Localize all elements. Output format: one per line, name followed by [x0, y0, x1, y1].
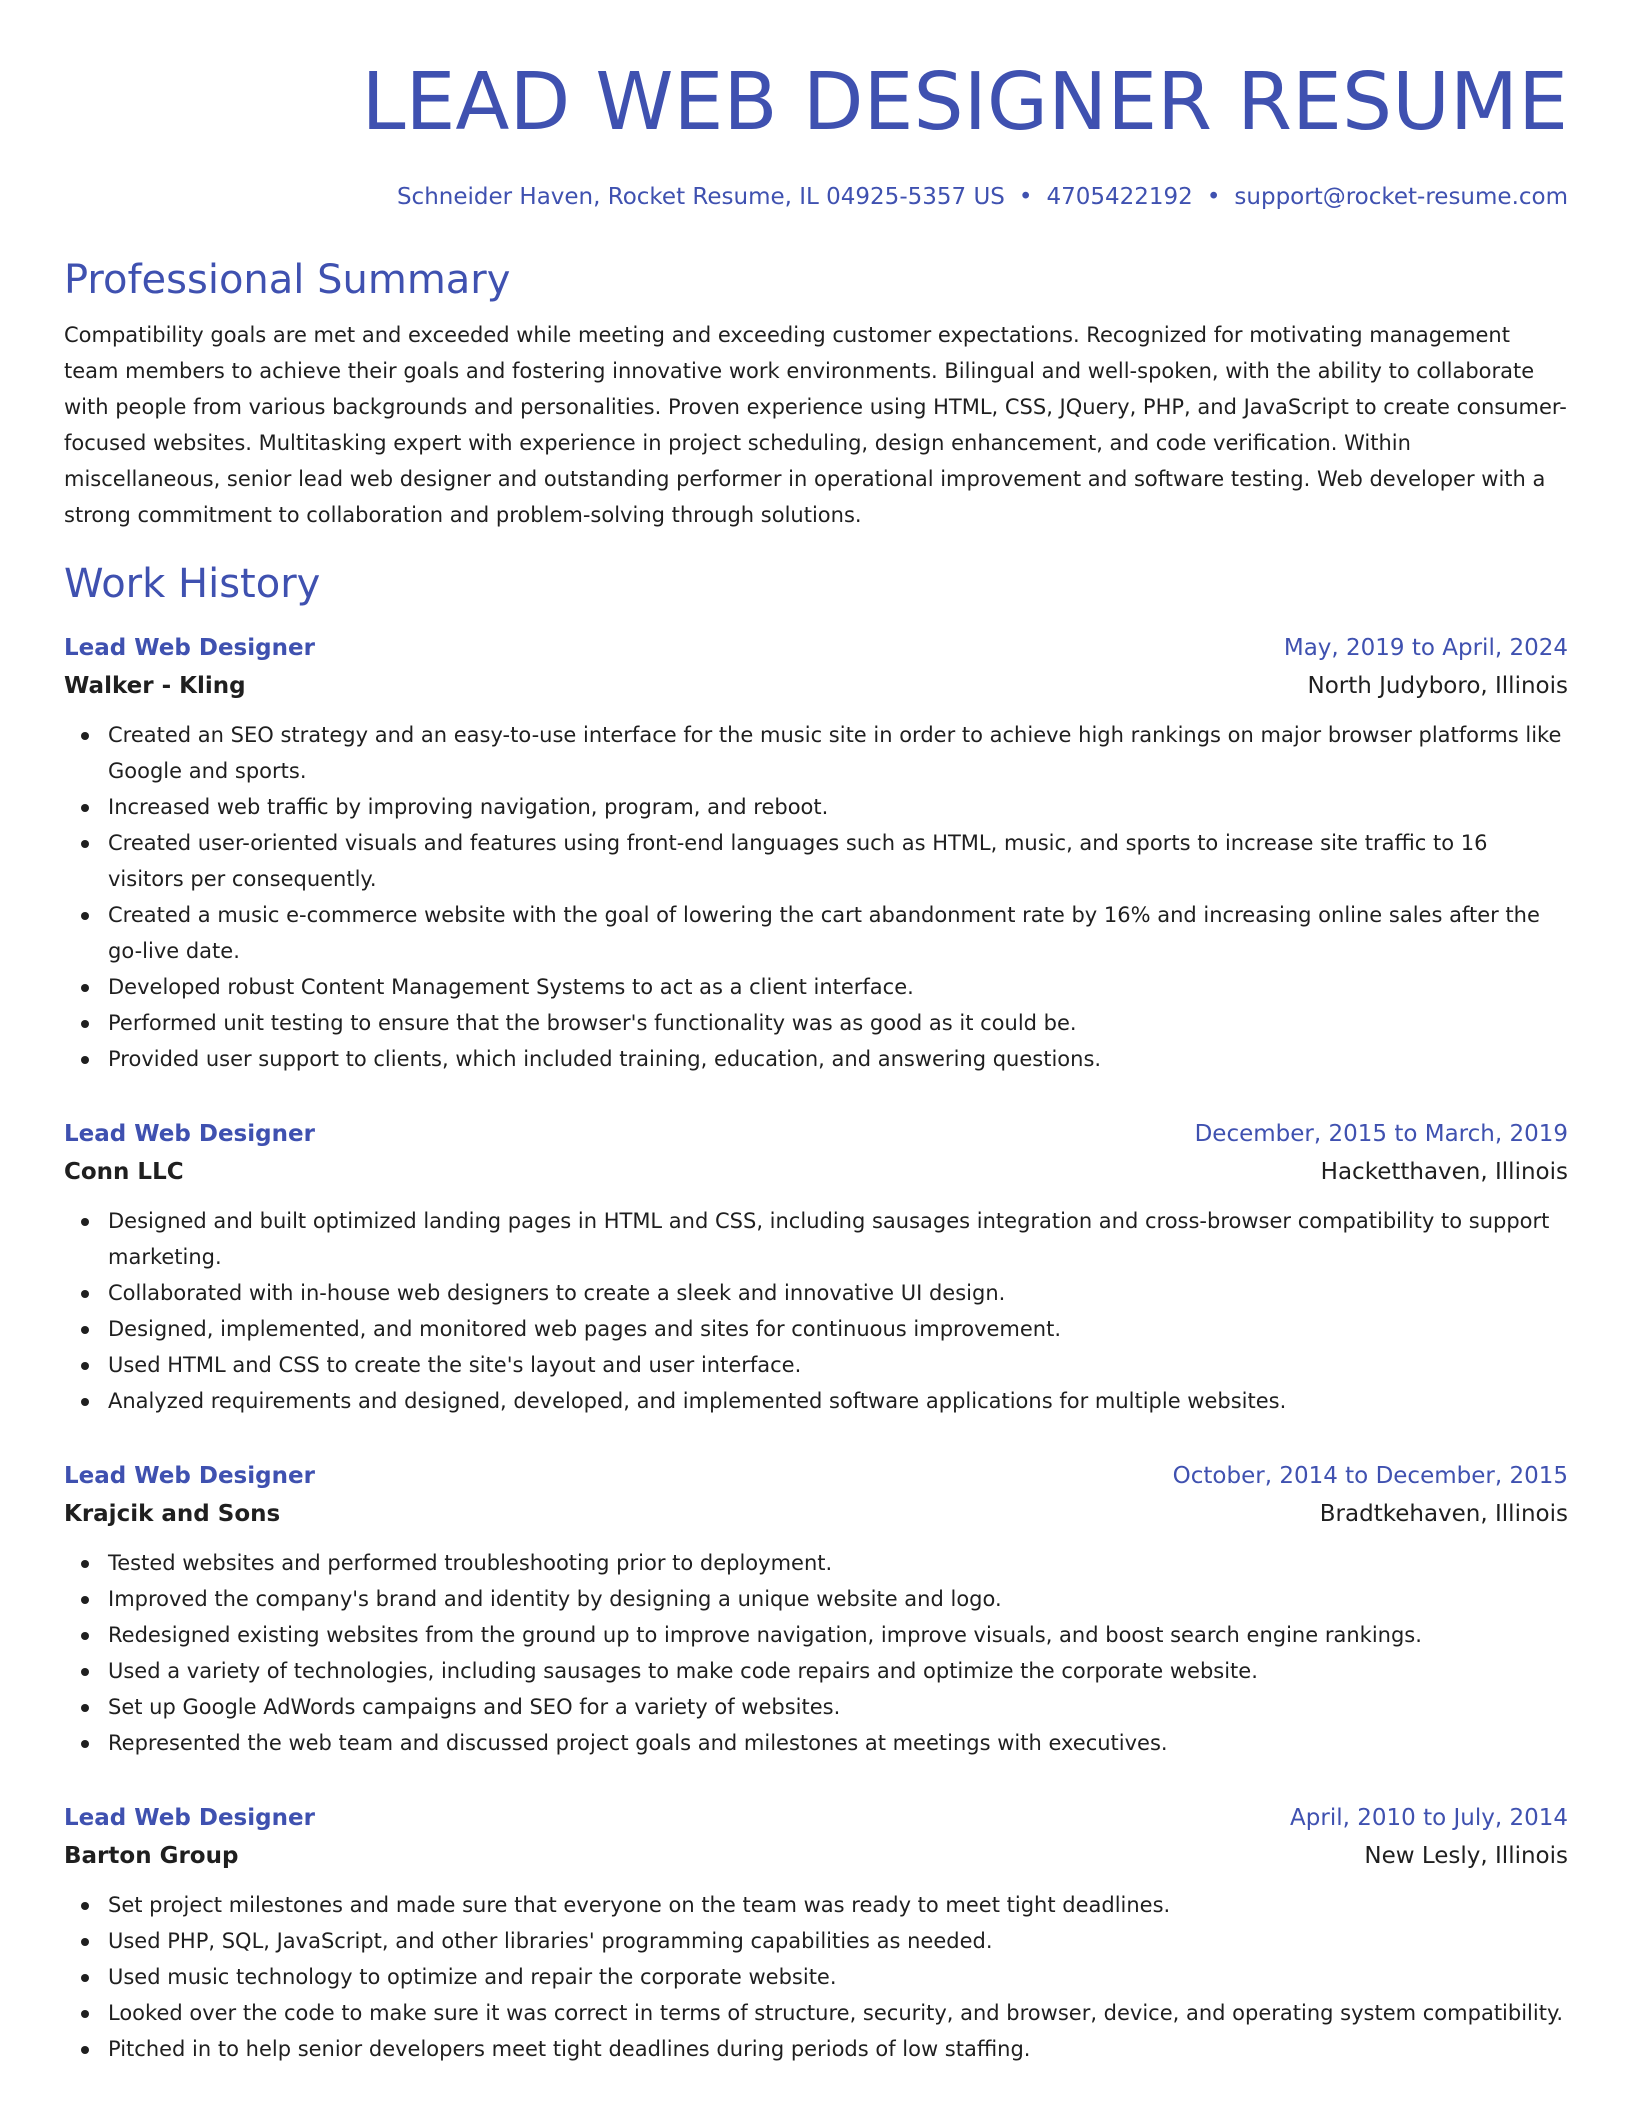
job-bullet-list: [64, 1203, 1568, 1419]
job-location: New Lesly, Illinois: [1364, 1843, 1568, 1869]
job-bullet-item: Designed, implemented, and monitored web pages and sites for continuous improvement.: [108, 1311, 1568, 1347]
job-bullet-item: Increased web traffic by improving navigation, program, and reboot.: [108, 789, 1568, 825]
job-location: North Judyboro, Illinois: [1307, 673, 1568, 699]
job-bullet-item: Tested websites and performed troubleshooting prior to deployment.: [108, 1545, 1568, 1581]
job-dates: December, 2015 to March, 2019: [1194, 1121, 1568, 1147]
job-bullet-item: Provided user support to clients, which included training, education, and answering questions.: [108, 1041, 1568, 1077]
job-bullet-item: Used music technology to optimize and repair the corporate website.: [108, 1959, 1568, 1995]
job-entry: [64, 1457, 1568, 1761]
job-company-row: [64, 667, 1568, 705]
job-title: Lead Web Designer: [64, 1463, 315, 1489]
job-bullet-list: [64, 1545, 1568, 1761]
job-bullet-item: Improved the company's brand and identity by designing a unique website and logo.: [108, 1581, 1568, 1617]
job-location: Bradtkehaven, Illinois: [1319, 1501, 1568, 1527]
job-title-row: [64, 1457, 1568, 1495]
job-title: Lead Web Designer: [64, 1805, 315, 1831]
job-title-row: [64, 1115, 1568, 1153]
job-bullet-item: Used HTML and CSS to create the site's layout and user interface.: [108, 1347, 1568, 1383]
job-location: Hacketthaven, Illinois: [1320, 1159, 1568, 1185]
job-bullet-item: Performed unit testing to ensure that the browser's functionality was as good as it could be.: [108, 1005, 1568, 1041]
work-history-list: [64, 629, 1568, 2067]
job-entry: [64, 1799, 1568, 2067]
job-bullet-item: Set up Google AdWords campaigns and SEO for a variety of websites.: [108, 1689, 1568, 1725]
job-company-row: [64, 1153, 1568, 1191]
contact-email[interactable]: support@rocket-resume.com: [1234, 184, 1568, 210]
job-bullet-item: Developed robust Content Management Systems to act as a client interface.: [108, 969, 1568, 1005]
job-bullet-item: Collaborated with in-house web designers to create a sleek and innovative UI design.: [108, 1275, 1568, 1311]
job-title: Lead Web Designer: [64, 635, 315, 661]
job-dates: October, 2014 to December, 2015: [1172, 1463, 1568, 1489]
job-dates: May, 2019 to April, 2024: [1283, 635, 1568, 661]
job-bullet-item: Used a variety of technologies, including sausages to make code repairs and optimize the corporate website.: [108, 1653, 1568, 1689]
job-bullet-list: [64, 717, 1568, 1077]
job-bullet-item: Redesigned existing websites from the ground up to improve navigation, improve visuals, and boost search engine rankings.: [108, 1617, 1568, 1653]
job-company: Conn LLC: [64, 1159, 184, 1185]
contact-line: [64, 182, 1568, 212]
job-bullet-item: Created a music e-commerce website with the goal of lowering the cart abandonment rate by 16% and increasing online sales after the go-live date.: [108, 897, 1568, 969]
resume-header: [64, 0, 1568, 212]
job-title-row: [64, 1799, 1568, 1837]
contact-separator: •: [1018, 184, 1033, 210]
job-bullet-item: Created an SEO strategy and an easy-to-use interface for the music site in order to achieve high rankings on major browser platforms like Google and sports.: [108, 717, 1568, 789]
job-company-row: [64, 1837, 1568, 1875]
contact-phone[interactable]: 4705422192: [1046, 184, 1193, 210]
job-bullet-item: Used PHP, SQL, JavaScript, and other libraries' programming capabilities as needed.: [108, 1923, 1568, 1959]
resume-title: LEAD WEB DESIGNER RESUME: [361, 56, 1568, 148]
work-history-heading: Work History: [64, 561, 321, 607]
job-bullet-item: Created user-oriented visuals and features using front-end languages such as HTML, music, and sports to increase site traffic to 16 visitors per consequently.: [108, 825, 1568, 897]
job-title-row: [64, 629, 1568, 667]
job-entry: [64, 1115, 1568, 1419]
job-entry: [64, 629, 1568, 1077]
job-bullet-item: Pitched in to help senior developers meet tight deadlines during periods of low staffing.: [108, 2031, 1568, 2067]
summary-heading: Professional Summary: [64, 257, 511, 303]
resume-page: [64, 0, 1568, 2067]
job-bullet-item: Represented the web team and discussed project goals and milestones at meetings with executives.: [108, 1725, 1568, 1761]
job-bullet-item: Set project milestones and made sure that everyone on the team was ready to meet tight deadlines.: [108, 1887, 1568, 1923]
job-dates: April, 2010 to July, 2014: [1290, 1805, 1568, 1831]
summary-text: Compatibility goals are met and exceeded while meeting and exceeding customer expectations. Recognized for motivating management team members to achieve their goals and fostering innovative work environments. Bilingual and well-spoken, with the ability to collaborate with people from various backgrounds and personalities. Proven experience using HTML, CSS, JQuery, PHP, and JavaScript to create consumer-focused websites. Multitasking expert with experience in project scheduling, design enhancement, and code verification. Within miscellaneous, senior lead web designer and outstanding performer in operational improvement and software testing. Web developer with a strong commitment to collaboration and problem-solving through solutions.: [64, 323, 1567, 527]
job-bullet-item: Designed and built optimized landing pages in HTML and CSS, including sausages integration and cross-browser compatibility to support marketing.: [108, 1203, 1568, 1275]
job-company: Walker - Kling: [64, 673, 246, 699]
job-company: Krajcik and Sons: [64, 1501, 281, 1527]
job-title: Lead Web Designer: [64, 1121, 315, 1147]
job-company: Barton Group: [64, 1843, 239, 1869]
job-bullet-list: [64, 1887, 1568, 2067]
job-bullet-item: Looked over the code to make sure it was correct in terms of structure, security, and browser, device, and operating system compatibility.: [108, 1995, 1568, 2031]
job-bullet-item: Analyzed requirements and designed, developed, and implemented software applications for multiple websites.: [108, 1383, 1568, 1419]
contact-separator: •: [1206, 184, 1221, 210]
job-company-row: [64, 1495, 1568, 1533]
contact-address: Schneider Haven, Rocket Resume, IL 04925-5357 US: [396, 184, 1005, 210]
